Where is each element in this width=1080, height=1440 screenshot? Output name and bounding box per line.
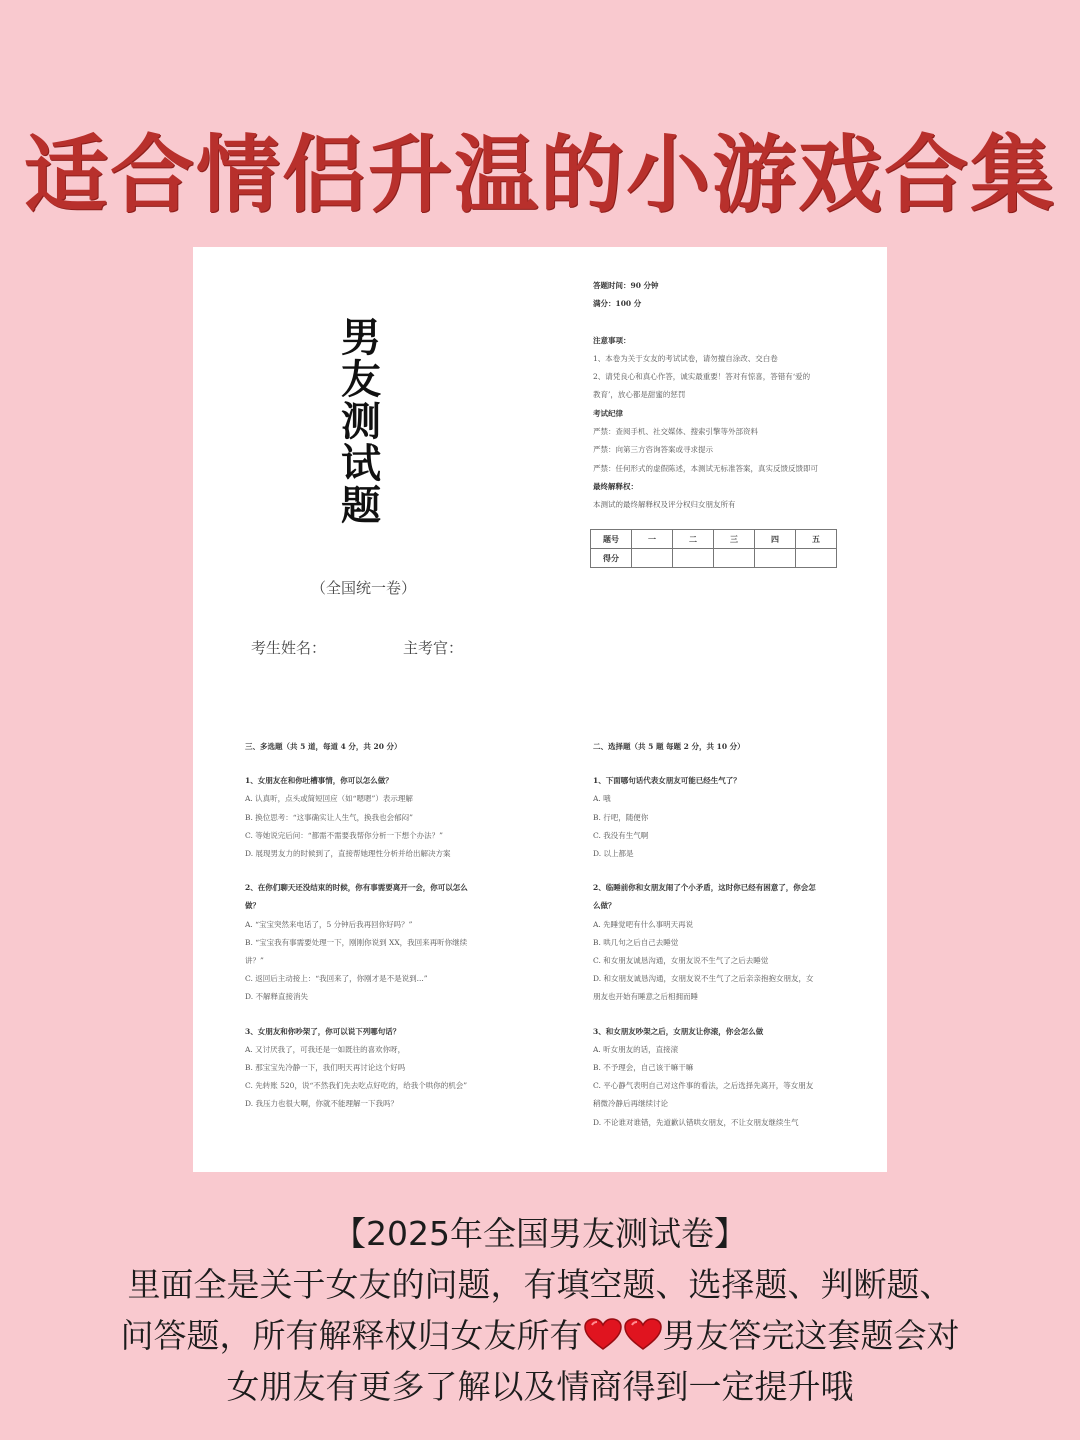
score-table: [590, 529, 837, 568]
question-block: [245, 772, 545, 863]
section-single-choice: [593, 738, 853, 1148]
score-cell: [673, 549, 714, 568]
discipline-item: 严禁：任何形式的虚假陈述，本测试无标准答案，真实反馈反馈即可: [593, 463, 818, 473]
option-text: B. 不予理会，自己该干嘛干嘛: [593, 1063, 694, 1073]
caption-line: 里面全是关于女友的问题，有填空题、选择题、判断题、: [127, 1265, 953, 1304]
question-block: [593, 879, 853, 1006]
title-char: 试: [341, 440, 381, 487]
option-text: B. 换位思考：“这事确实让人生气，换我也会郁闷”: [245, 812, 413, 822]
section-heading: 二、选择题（共 5 题 每题 2 分，共 10 分）: [593, 742, 745, 751]
option-text: A. 哦: [593, 794, 611, 804]
score-cell: 题号: [591, 530, 632, 549]
option-text: A. 听女朋友的话，直接滚: [593, 1044, 679, 1054]
examiner-label: 主考官：: [403, 639, 464, 657]
caption-text: [0, 1208, 1080, 1412]
option-text: B. “宝宝我有事需要处理一下，刚刚你说到 XX，我回来再听你继续: [245, 937, 468, 947]
question-text: 1、女朋友在和你吐槽事情，你可以怎么做？: [245, 776, 393, 786]
exam-paper-image: [193, 247, 887, 1172]
exam-total-score: 满分：100 分: [593, 299, 642, 309]
title-char: 题: [341, 482, 381, 529]
option-text: A. 认真听，点头或简短回应（如“嗯嗯”）表示理解: [245, 794, 413, 804]
option-text: B. 哄几句之后自己去睡觉: [593, 937, 679, 947]
option-text: C. 等她说完后问：“都需不需要我帮你分析一下想个办法？”: [245, 830, 443, 840]
option-text: A. 又讨厌我了，可我还是一如既往的喜欢你呀，: [245, 1044, 406, 1054]
caption-line: 【2025年全国男友测试卷】: [333, 1214, 747, 1253]
question-text: 3、女朋友和你吵架了，你可以说下列哪句话？: [245, 1026, 401, 1036]
score-cell: [714, 549, 755, 568]
option-text: D. 不解释直接消失: [245, 992, 309, 1002]
option-text: D. 展现男友力的时候到了，直接帮她理性分析并给出解决方案: [245, 849, 451, 859]
exam-time: 答题时间：90 分钟: [593, 281, 659, 290]
score-cell: 得分: [591, 549, 632, 568]
score-cell: [632, 549, 673, 568]
option-text: C. 我没有生气啊: [593, 830, 649, 840]
score-cell: 一: [632, 530, 673, 549]
option-text: B. 那宝宝先冷静一下，我们明天再讨论这个好吗: [245, 1063, 406, 1073]
title-char: 男: [341, 314, 381, 361]
discipline-title: 考试纪律: [593, 408, 623, 418]
option-text: C. 平心静气表明自己对这件事的看法，之后选择先离开，等女朋友: [593, 1081, 814, 1091]
option-text: D. 以上都是: [593, 849, 634, 859]
option-text: A. 先睡觉吧有什么事明天再说: [593, 919, 694, 929]
question-text: 1、下面哪句话代表女朋友可能已经生气了？: [593, 776, 741, 786]
exam-rules: [593, 277, 843, 515]
option-text: D. 我压力也很大啊，你就不能理解一下我吗？: [245, 1099, 399, 1109]
question-block: [593, 772, 853, 863]
title-char: 友: [341, 356, 381, 403]
final-right-title: 最终解释权：: [593, 481, 638, 491]
score-cell: [755, 549, 796, 568]
option-text: A. “宝宝突然来电话了，5 分钟后我再回你好吗？”: [245, 919, 413, 929]
question-block: [245, 879, 545, 1006]
section-multiple-choice: [245, 738, 545, 1130]
candidate-name-label: 考生姓名：: [251, 639, 327, 657]
final-right-text: 本测试的最终解释权及评分权归女朋友所有: [593, 500, 736, 510]
discipline-item: 严禁：查阅手机、社交媒体、搜索引擎等外部资料: [593, 427, 758, 437]
discipline-item: 严禁：向第三方咨询答案或寻求提示: [593, 445, 713, 455]
score-table-row: [591, 530, 837, 549]
caption-line: 女朋友有更多了解以及情商得到一定提升哦: [226, 1367, 854, 1406]
section-heading: 三、多选题（共 5 道，每道 4 分，共 20 分）: [245, 742, 402, 751]
question-text-cont: 做？: [245, 901, 260, 911]
option-text: 朋友也开始有睡意之后相拥而睡: [593, 992, 698, 1002]
notice-item: 1、本卷为关于女友的考试试卷，请勿擅自涂改、交白卷: [593, 353, 778, 363]
caption-text-part: 问答题，所有解释权归女友所有: [120, 1316, 583, 1355]
option-text: C. 返回后主动接上：“我回来了，你刚才是不是说到...”: [245, 974, 428, 984]
heart-icon: [583, 1317, 623, 1351]
option-text: B. 行吧，随便你: [593, 812, 649, 822]
question-text: 2、临睡前你和女朋友闹了个小矛盾，这时你已经有困意了，你会怎: [593, 883, 816, 893]
score-cell: 二: [673, 530, 714, 549]
score-cell: 四: [755, 530, 796, 549]
notice-item: 教育’，放心都是甜蜜的惩罚: [593, 390, 686, 400]
headline-title: 适合情侣升温的小游戏合集: [23, 125, 1056, 224]
score-cell: [796, 549, 837, 568]
caption-text-part: 男友答完这套题会对: [662, 1316, 960, 1355]
heart-icon: [623, 1317, 663, 1351]
option-text: D. 不论谁对谁错，先道歉认错哄女朋友，不让女朋友继续生气: [593, 1117, 799, 1127]
notice-title: 注意事项：: [593, 335, 631, 345]
title-char: 测: [341, 398, 381, 445]
option-text: D. 和女朋友诚恳沟通，女朋友说不生气了之后亲亲抱抱女朋友，女: [593, 974, 814, 984]
option-text: C. 先转账 520，说“不然我们先去吃点好吃的，给我个哄你的机会”: [245, 1081, 468, 1091]
caption-line: [0, 1310, 1080, 1361]
question-block: [593, 1023, 853, 1132]
score-cell: 三: [714, 530, 755, 549]
notice-item: 2、请凭良心和真心作答，诚实最重要！答对有惊喜，答错有‘爱的: [593, 372, 811, 382]
option-text: 稍微冷静后再继续讨论: [593, 1099, 668, 1109]
option-text: C. 和女朋友诚恳沟通，女朋友说不生气了之后去睡觉: [593, 956, 769, 966]
score-table-row: [591, 549, 837, 568]
question-block: [245, 1023, 545, 1114]
question-text: 3、和女朋友吵架之后，女朋友让你滚，你会怎么做: [593, 1026, 764, 1036]
score-cell: 五: [796, 530, 837, 549]
question-text-cont: 么做？: [593, 901, 616, 911]
exam-subtitle: （全国统一卷）: [311, 579, 417, 597]
exam-title-vertical: [333, 314, 389, 529]
option-text: 讲？”: [245, 956, 264, 966]
question-text: 2、在你们聊天还没结束的时候，你有事需要离开一会，你可以怎么: [245, 883, 468, 893]
